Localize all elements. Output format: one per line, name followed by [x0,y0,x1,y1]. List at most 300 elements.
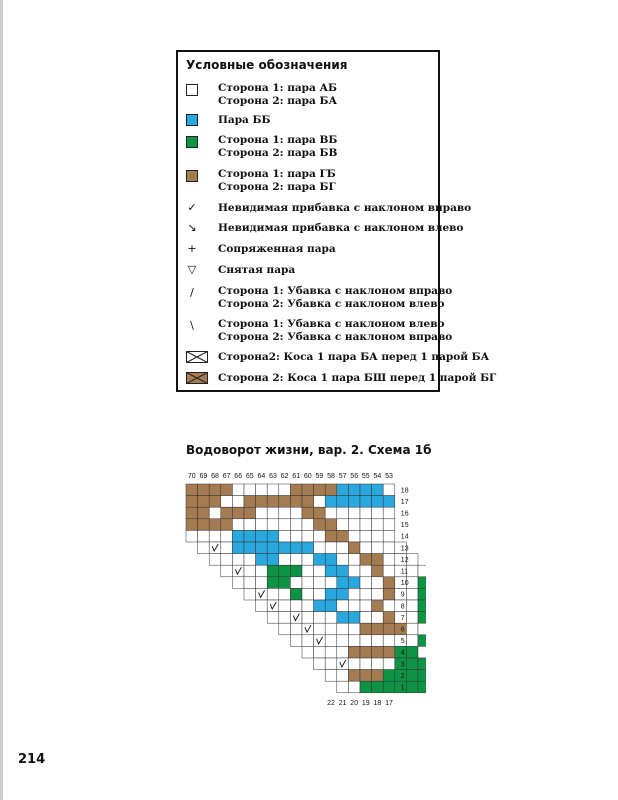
chart-cell [232,542,244,554]
chart-cell [325,658,337,670]
chart-cell [302,577,314,589]
chart-cell [314,600,326,612]
row-label: 1 [400,684,405,692]
row-label: 9 [400,591,405,599]
chart-cell [337,623,349,635]
chart-cell [372,565,384,577]
chart-cell [337,519,349,531]
chart-cell [348,658,360,670]
chart-cell [360,496,372,508]
chart-cell [279,588,291,600]
chart-cell [325,623,337,635]
chart-cell [383,646,395,658]
chart-cell [279,542,291,554]
chart-cell [325,484,337,496]
chart-cell [267,565,279,577]
column-label-top: 56 [350,473,359,480]
page-spine [0,0,3,800]
chart-cell [348,554,360,566]
legend-text: Сторона 2: Убавка с наклоном влево [218,298,445,310]
chart-cell [337,484,349,496]
chart-cell [221,565,233,577]
chart-cell [244,519,256,531]
chart-cell [290,588,302,600]
row-label: 2 [400,672,405,680]
chart-cell [348,646,360,658]
chart-cell [337,496,349,508]
column-label-top: 63 [269,473,277,480]
chart-cell [325,588,337,600]
chart-cell [418,646,426,658]
chart-cell [267,612,279,624]
chart-cell [186,507,198,519]
blue-swatch-icon [186,114,198,126]
chart-cell [360,612,372,624]
chart-cell [256,588,268,600]
chart-cell [325,577,337,589]
column-label-bottom: 19 [361,699,370,707]
chart-cell [302,623,314,635]
column-label-top: 55 [361,473,370,480]
chart-cell [348,507,360,519]
chart-cell [290,577,302,589]
row-label: 6 [400,626,405,634]
chart-cell [348,530,360,542]
chart-cell [325,565,337,577]
row-label: 3 [400,661,405,669]
chart-cell [337,530,349,542]
chart-cell [290,623,302,635]
page-number: 214 [18,752,46,767]
legend-text: Сторона 2: пара БА [218,95,338,107]
chart-cell [325,496,337,508]
chart-cell [383,542,395,554]
chart-cell [348,542,360,554]
chart-cell [244,484,256,496]
chart-cell [325,635,337,647]
chart-cell [314,658,326,670]
chart-cell [337,542,349,554]
chart-cell [383,484,395,496]
chart-cell [198,484,210,496]
column-label-bottom: 20 [350,699,359,707]
chart-cell [406,565,418,577]
chart-cell [325,519,337,531]
chart-cell [360,554,372,566]
chart-cell [302,530,314,542]
chart-cell [418,681,426,693]
chart-cell [232,577,244,589]
chart-cell [337,565,349,577]
chart-cell [267,484,279,496]
chart-cell [244,530,256,542]
chart-cell [372,542,384,554]
chart-cell [383,507,395,519]
row-label: 7 [400,614,405,622]
row-label: 4 [400,649,405,657]
chart-cell [383,519,395,531]
chart-cell [383,635,395,647]
column-label-top: 64 [257,473,266,480]
chart-cell [256,507,268,519]
chart-cell [267,554,279,566]
chart-cell [256,530,268,542]
column-label-top: 54 [373,473,382,480]
chart-cell [267,600,279,612]
column-label-top: 59 [315,473,324,480]
chart-cell [348,681,360,693]
chart-cell [198,496,210,508]
chart-cell [406,635,418,647]
chart-cell [418,577,426,589]
legend-box [176,50,497,392]
chart-cell [360,519,372,531]
chart-cell [348,635,360,647]
chart-cell [372,519,384,531]
chart-cell [314,530,326,542]
chart-cell [279,507,291,519]
chart-cell [186,519,198,531]
chart-cell [267,519,279,531]
chart-cell [302,554,314,566]
chart-cell [383,530,395,542]
cable-cross-brown-icon [186,372,208,384]
chart-cell [337,635,349,647]
chart-cell [256,554,268,566]
row-label: 17 [400,498,409,506]
chart-cell [221,519,233,531]
chart-cell [221,554,233,566]
chart-cell [360,577,372,589]
chart-cell [256,519,268,531]
legend-text: Сторона 2: пара БВ [218,147,338,159]
chart-cell [314,554,326,566]
chart-cell [360,588,372,600]
chart-cell [267,588,279,600]
check-mark-icon: ✓ [187,201,197,214]
backslash-icon: \ [190,319,194,332]
chart-cell [232,530,244,542]
chart-cell [383,612,395,624]
chart-cell [279,484,291,496]
chart-cell [279,554,291,566]
chart-cell [221,530,233,542]
chart-cell [360,670,372,682]
chart-cell [186,484,198,496]
row-label: 8 [400,603,405,611]
column-label-bottom: 21 [338,699,347,707]
chart-cell [406,612,418,624]
chart-cell [232,565,244,577]
chart-cell [372,612,384,624]
chart-cell [279,577,291,589]
chart-cell [406,670,418,682]
row-label: 14 [400,533,409,541]
chart-cell [348,612,360,624]
column-label-top: 60 [303,473,312,480]
chart-cell [314,646,326,658]
chart-cell [232,484,244,496]
chart-cell [348,496,360,508]
chart-cell [383,577,395,589]
chart-cell [383,588,395,600]
chart-cell [221,484,233,496]
chart-cell [372,623,384,635]
chart-cell [232,554,244,566]
legend-text: Сторона 1: пара ВБ [218,134,338,146]
chart-cell [314,507,326,519]
chart-cell [383,565,395,577]
column-label-top: 53 [385,473,393,480]
column-label-top: 68 [211,473,219,480]
chart-cell [406,646,418,658]
chart-cell [256,565,268,577]
chart-title: Водоворот жизни, вар. 2. Схема 1б [186,443,432,457]
chart-cell [279,496,291,508]
chart-cell [302,519,314,531]
chart-cell [372,530,384,542]
legend-text: Сторона 2: Убавка с наклоном вправо [218,331,453,343]
chart-cell [418,612,426,624]
chart-cell [348,484,360,496]
chart-cell [267,530,279,542]
row-label: 16 [400,510,409,518]
chart-cell [244,554,256,566]
chart-cell [314,484,326,496]
legend-text: Сторона 1: пара АБ [218,82,338,94]
chart-cell [232,519,244,531]
chart-cell [325,507,337,519]
cable-cross-white-icon [186,351,208,363]
chart-cell [279,565,291,577]
chart-cell [337,507,349,519]
chart-cell [290,507,302,519]
chart-cell [325,670,337,682]
chart-cell [360,623,372,635]
chart-cell [290,484,302,496]
chart-cell [360,681,372,693]
chart-cell [314,612,326,624]
legend-text: Невидимая прибавка с наклоном вправо [218,202,472,214]
chart-cell [290,519,302,531]
chart-cell [337,658,349,670]
column-label-top: 69 [199,473,208,480]
chart-cell [279,612,291,624]
legend-text: Сопряженная пара [218,243,336,255]
row-label: 5 [400,638,405,646]
legend-title: Условные обозначения [186,58,348,72]
chart-cell [209,542,221,554]
chart-cell [244,507,256,519]
chart-cell [209,554,221,566]
chart-cell [372,635,384,647]
knitting-chart [176,466,426,716]
chart-cell [302,600,314,612]
chart-cell [221,496,233,508]
chart-cell [302,635,314,647]
chart-cell [209,519,221,531]
chart-cell [290,530,302,542]
chart-cell [290,635,302,647]
chart-cell [372,496,384,508]
chart-cell [348,600,360,612]
chart-cell [290,542,302,554]
legend-text: Невидимая прибавка с наклоном влево [218,222,464,234]
legend-text: Снятая пара [218,264,296,276]
chart-cell [325,542,337,554]
chart-cell [360,484,372,496]
chart-cell [325,600,337,612]
green-swatch-icon [186,136,198,148]
chart-cell [348,565,360,577]
chart-cell [267,542,279,554]
chart-cell [290,496,302,508]
legend-text: Сторона 1: Убавка с наклоном вправо [218,285,453,297]
chart-cell [348,577,360,589]
chart-cell [418,588,426,600]
chart-cell [418,623,426,635]
legend-text: Пара ББ [218,114,271,126]
column-label-top: 66 [234,473,243,480]
arrow-down-right-icon: ↘ [187,221,197,234]
chart-cell [383,554,395,566]
chart-cell [244,542,256,554]
column-label-top: 61 [292,473,301,480]
row-label: 15 [400,522,409,530]
row-label: 12 [400,556,409,564]
chart-cell [337,670,349,682]
chart-cell [372,658,384,670]
chart-cell [221,542,233,554]
chart-cell [314,635,326,647]
chart-cell [383,681,395,693]
chart-cell [383,658,395,670]
chart-cell [360,600,372,612]
chart-cell [314,542,326,554]
legend-text: Сторона 2: Коса 1 пара БШ перед 1 парой БГ [218,372,497,384]
chart-cell [267,577,279,589]
chart-cell [372,554,384,566]
chart-cell [314,496,326,508]
chart-cell [198,507,210,519]
chart-cell [256,600,268,612]
column-label-bottom: 22 [327,699,335,707]
chart-cell [337,588,349,600]
plus-icon: + [187,242,197,255]
chart-cell [290,612,302,624]
chart-cell [198,519,210,531]
column-label-top: 62 [280,473,289,480]
chart-cell [279,600,291,612]
chart-cell [198,542,210,554]
chart-cell [348,519,360,531]
column-label-top: 70 [187,473,196,480]
chart-cell [232,507,244,519]
column-label-bottom: 18 [373,699,382,707]
column-label-top: 65 [245,473,254,480]
chart-cell [209,507,221,519]
chart-cell [244,588,256,600]
chart-cell [290,565,302,577]
column-label-top: 58 [327,473,335,480]
chart-cell [209,484,221,496]
chart-cell [314,565,326,577]
column-label-top: 67 [222,473,231,480]
chart-cell [406,658,418,670]
chart-cell [302,496,314,508]
slash-icon: / [190,286,194,299]
chart-cell [337,554,349,566]
chart-cell [325,530,337,542]
chart-cell [383,670,395,682]
chart-cell [267,507,279,519]
chart-cell [256,542,268,554]
chart-cell [302,565,314,577]
chart-cell [256,496,268,508]
chart-cell [244,565,256,577]
column-label-bottom: 17 [385,699,393,707]
chart-cell [348,588,360,600]
chart-cell [290,554,302,566]
chart-cell [186,496,198,508]
chart-cell [232,496,244,508]
chart-cell [314,519,326,531]
chart-cell [302,542,314,554]
chart-cell [337,577,349,589]
chart-cell [348,670,360,682]
chart-cell [348,623,360,635]
row-label: 18 [400,487,409,495]
chart-cell [360,507,372,519]
chart-cell [325,612,337,624]
chart-cell [267,496,279,508]
chart-cell [337,600,349,612]
legend-text: Сторона 1: пара ГБ [218,168,336,180]
chart-cell [256,484,268,496]
brown-swatch-icon [186,170,198,182]
chart-cell [302,588,314,600]
chart-cell [325,646,337,658]
chart-cell [314,577,326,589]
chart-cell [337,681,349,693]
chart-cell [372,507,384,519]
chart-cell [279,519,291,531]
row-label: 10 [400,580,409,588]
row-label: 11 [400,568,409,576]
white-swatch-icon [186,84,198,96]
legend-text: Сторона 1: Убавка с наклоном влево [218,318,445,330]
chart-cell [302,612,314,624]
chart-cell [418,600,426,612]
legend-text: Сторона2: Коса 1 пара БА перед 1 парой БА [218,351,490,363]
triangle-down-icon: ▽ [187,263,197,276]
chart-cell [383,600,395,612]
chart-cell [279,530,291,542]
chart-cell [302,646,314,658]
chart-cell [418,658,426,670]
chart-cell [418,565,426,577]
chart-cell [209,530,221,542]
chart-cell [372,670,384,682]
chart-cell [360,530,372,542]
chart-cell [337,646,349,658]
chart-cell [314,588,326,600]
chart-cell [360,646,372,658]
chart-cell [360,542,372,554]
chart-cell [302,507,314,519]
chart-cell [256,577,268,589]
chart-cell [383,623,395,635]
